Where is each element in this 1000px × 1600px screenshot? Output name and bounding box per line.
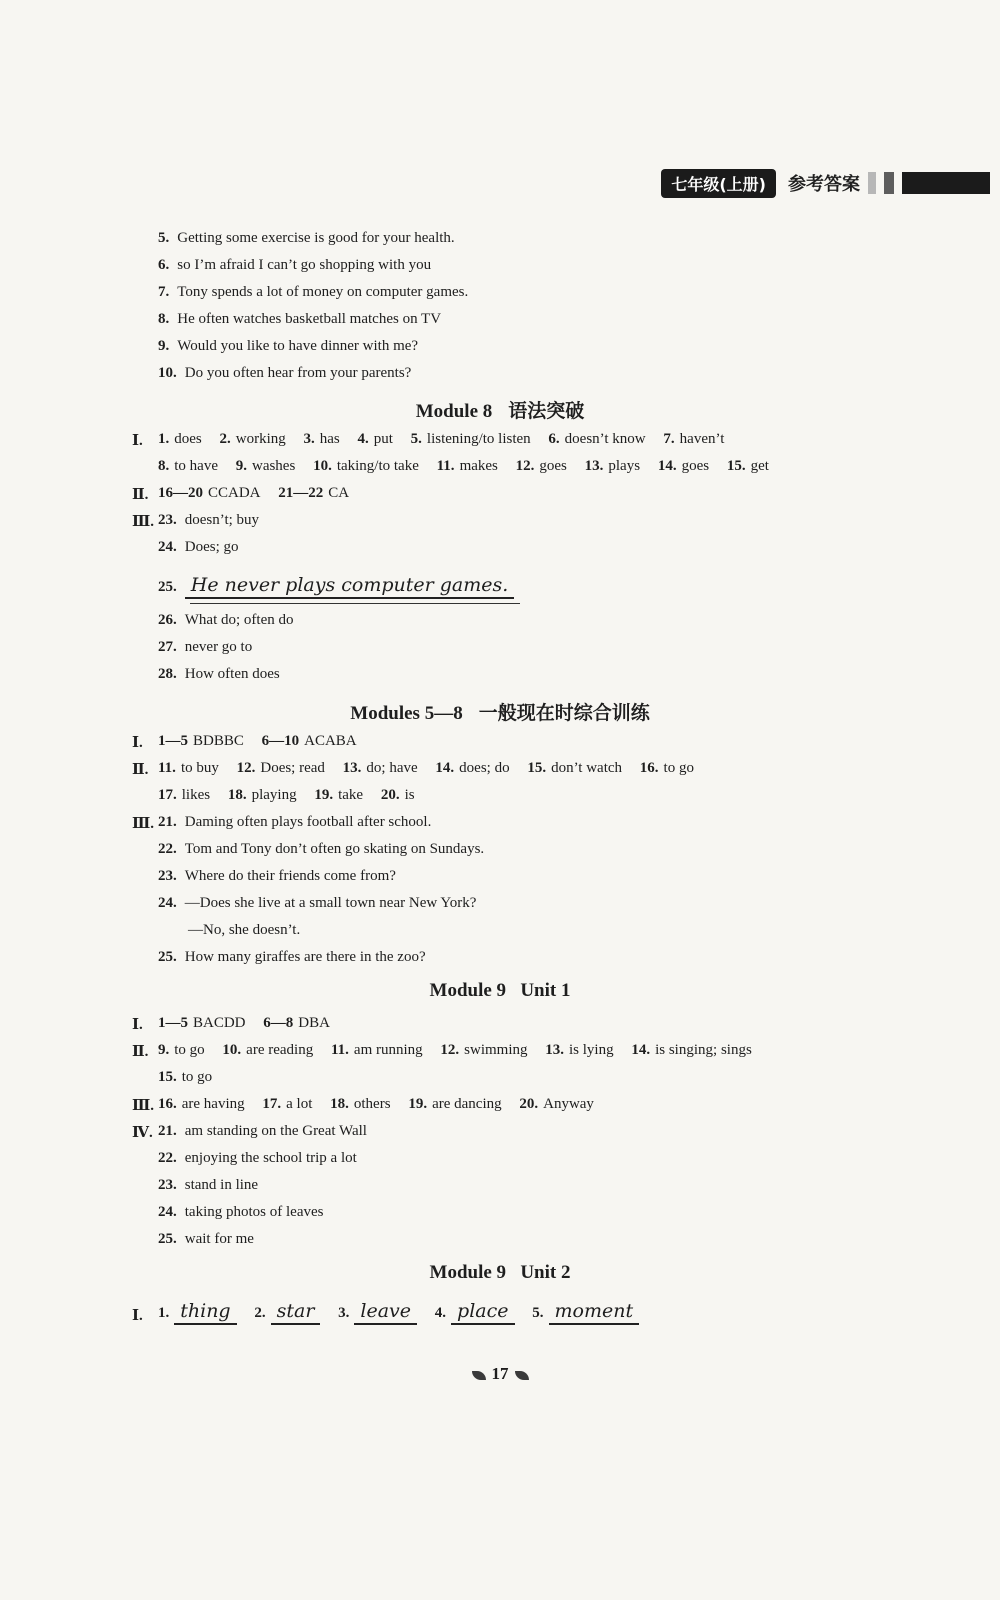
answer-line: 21. Daming often plays football after school.: [158, 814, 432, 830]
section-number: Ⅱ.: [132, 762, 149, 778]
leaf-icon: [472, 1371, 486, 1380]
answer-line: —No, she doesn’t.: [188, 922, 301, 938]
section-heading: Module 8 语法突破: [415, 400, 585, 422]
answer-line: 22. Tom and Tony don’t often go skating on Sundays.: [158, 841, 485, 857]
handwritten-answer: place: [451, 1300, 514, 1325]
answer-line: 21. am standing on the Great Wall: [158, 1123, 367, 1139]
section-number: Ⅰ.: [132, 1308, 143, 1324]
answer-line: 5. Getting some exercise is good for your health.: [158, 230, 455, 246]
section-number: Ⅰ.: [132, 735, 143, 751]
answer-line: 23. Where do their friends come from?: [158, 868, 396, 884]
answer-line: 10. Do you often hear from your parents?: [158, 365, 412, 381]
answer-row: 1—5 BACDD 6—8 DBA: [158, 1015, 330, 1031]
answer-line: 22. enjoying the school trip a lot: [158, 1150, 357, 1166]
answer-line: 23. stand in line: [158, 1177, 259, 1193]
section-number: Ⅲ.: [132, 1098, 155, 1114]
answer-line: 9. Would you like to have dinner with me?: [158, 338, 419, 354]
answer-row: 1. thing 2. star 3. leave 4. place 5. moment: [158, 1300, 653, 1325]
section-number: Ⅰ.: [132, 433, 143, 449]
answer-line: 23. doesn’t; buy: [158, 512, 260, 528]
section-heading: Module 9 Unit 2: [429, 1262, 571, 1283]
page-footer: [0, 1364, 1000, 1384]
writing-line: [190, 603, 520, 604]
section-number: Ⅲ.: [132, 514, 155, 530]
page-header: [661, 170, 990, 196]
answer-row: 15. to go: [158, 1069, 213, 1085]
section-number: Ⅲ.: [132, 816, 155, 832]
handwritten-answer: leave: [354, 1300, 417, 1325]
answer-line: 25. He never plays computer games.: [158, 574, 514, 599]
handwritten-answer: He never plays computer games.: [185, 574, 515, 599]
section-number: Ⅱ.: [132, 487, 149, 503]
header-decor-bar: [902, 172, 990, 194]
answer-row: 11. to buy 12. Does; read 13. do; have 14. does; do 15. don’t watch 16. to go: [158, 760, 694, 776]
answer-row: 9. to go 10. are reading 11. am running 12. swimming 13. is lying 14. is singing; sings: [158, 1042, 752, 1058]
answer-line: 8. He often watches basketball matches on TV: [158, 311, 442, 327]
answer-line: 6. so I’m afraid I can’t go shopping with you: [158, 257, 432, 273]
handwritten-answer: thing: [174, 1300, 236, 1325]
section-number: Ⅰ.: [132, 1017, 143, 1033]
answer-line: 25. wait for me: [158, 1231, 254, 1247]
header-decor-block: [884, 172, 894, 194]
answer-line: 25. How many giraffes are there in the zoo?: [158, 949, 426, 965]
handwritten-answer: star: [271, 1300, 321, 1325]
answer-row: 1—5 BDBBC 6—10 ACABA: [158, 733, 357, 749]
section-number: Ⅳ.: [132, 1125, 153, 1141]
answer-line: 28. How often does: [158, 666, 280, 682]
section-heading: Module 9 Unit 1: [429, 980, 571, 1001]
answer-line: 7. Tony spends a lot of money on computer games.: [158, 284, 469, 300]
section-heading: Modules 5—8 一般现在时综合训练: [350, 702, 650, 724]
answer-row: 8. to have 9. washes 10. taking/to take 11. makes 12. goes 13. plays 14. goes 15. get: [158, 458, 769, 474]
answer-row: 1. does 2. working 3. has 4. put 5. listening/to listen 6. doesn’t know 7. haven’t: [158, 431, 725, 447]
leaf-icon: [515, 1371, 529, 1380]
header-decor-block: [868, 172, 876, 194]
answer-line: 24. —Does she live at a small town near New York?: [158, 895, 477, 911]
answer-row: 16—20 CCADA 21—22 CA: [158, 485, 350, 501]
answer-row: 16. are having 17. a lot 18. others 19. are dancing 20. Anyway: [158, 1096, 594, 1112]
answers-label: 参考答案: [788, 174, 860, 195]
answer-line: 24. taking photos of leaves: [158, 1204, 324, 1220]
answer-line: 24. Does; go: [158, 539, 239, 555]
page-number: 17: [491, 1364, 509, 1383]
handwritten-answer: moment: [549, 1300, 640, 1325]
answer-line: 26. What do; often do: [158, 612, 294, 628]
answer-row: 17. likes 18. playing 19. take 20. is: [158, 787, 415, 803]
grade-tag: 七年级(上册): [661, 169, 776, 198]
answer-line: 27. never go to: [158, 639, 253, 655]
section-number: Ⅱ.: [132, 1044, 149, 1060]
